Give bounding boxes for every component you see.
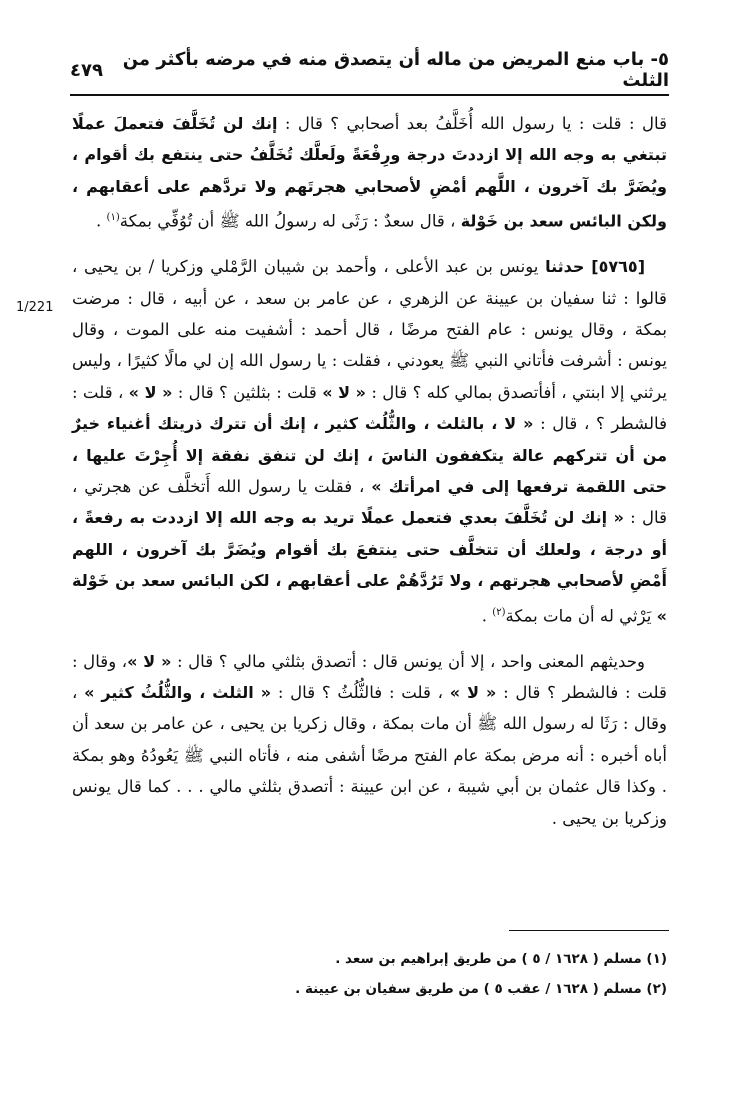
narration-text: . bbox=[481, 606, 493, 626]
narration-text: وحديثهم المعنى واحد ، إلا أن يونس قال : أتصدق بثلثي مالي ؟ قال : bbox=[171, 651, 646, 671]
narration-text: ، قلت : فالشطر ؟ ، قال : bbox=[72, 382, 668, 434]
footnote-marker: (١) bbox=[106, 212, 120, 224]
header-rule bbox=[70, 94, 669, 96]
hadith-text: « إنك لن تُخَلَّفَ بعدي فتعمل عملًا تريد به وجه الله إلا ازددت به رفعةً ، أو درجة ، ولعلك أن تتخلَّف حتى ينتفعَ بك أقوام ويُضَرَّ بك آخرون ، اللهم أَمْضِ لأصحابي هجرتهم ، ولا تَرُدَّهُمْ على أعقابهم ، لكن البائس سعد بن خَوْلة » bbox=[72, 508, 667, 626]
footnote-marker: (٢) bbox=[492, 606, 506, 618]
narration-text: يونس بن عبد الأعلى ، وأحمد بن شيبان الرَّمْلي وزكريا / بن يحيى ، قالوا : ثنا سفيان بن عيينة عن الزهري ، عن عامر بن سعد ، عن أبيه ، قال : مرضت بمكة ، وقال يونس : عام الفتح مرضًا ، قال أحمد : أشفيت منه على الموت ، وقال يونس : أشرفت فأتاني النبي ﷺ يعودني ، فقلت : يا رسول الله إن لي مالًا كثيرًا ، وليس يرثني إلا ابنتي ، أفأتصدق بمالي كله ؟ قال : bbox=[72, 257, 667, 402]
footnote: (٢) مسلم ( ١٦٢٨ / عقب ٥ ) من طريق سفيان بن عيينة . bbox=[295, 981, 667, 997]
hadith-text: « لا » bbox=[322, 382, 366, 402]
narration-text: ، قال سعدٌ : رَثَى له رسولُ الله ﷺ أن تُوُفِّي بمكة bbox=[119, 211, 461, 231]
narration-text: يَرْثي له أن مات بمكة bbox=[505, 606, 657, 626]
footnote-rule bbox=[509, 930, 669, 931]
main-text bbox=[72, 108, 667, 834]
hadith-text: « لا ، بالثلث ، والثُّلُث كثير ، إنك أن تترك ذريتك أغنياء خيرٌ من أن تتركهم عالة يتكففون الناسَ ، إنك لن تنفق نفقة إلا أُجِرْتَ عليها ، حتى اللقمة ترفعها إلى في امرأتك » bbox=[72, 414, 667, 496]
hadith-text: « الثلث ، والثُّلُثُ كثير » bbox=[84, 682, 272, 702]
hadith-text: « لا » bbox=[449, 682, 497, 702]
paragraph bbox=[72, 108, 667, 237]
footnotes bbox=[72, 944, 667, 1004]
narration-text: ، فقلت يا رسول الله أَتخلَّف عن هجرتي ، قال : bbox=[72, 477, 667, 528]
chapter-title: ٥- باب منع المريض من ماله أن يتصدق منه في مرضه بأكثر من الثلث bbox=[122, 49, 669, 91]
narration-text: ، قلت : فالثُّلُثُ ؟ قال : bbox=[271, 682, 450, 702]
narration-text: ، وقال : قلت : فالشطر ؟ قال : bbox=[72, 651, 667, 702]
page-number: ٤٧٩ bbox=[70, 59, 103, 81]
hadith-text: « لا » bbox=[127, 651, 172, 671]
hadith-text: « لا » bbox=[128, 382, 173, 402]
margin-reference: 1/221 bbox=[16, 300, 54, 315]
footnote: (١) مسلم ( ١٦٢٨ / ٥ ) من طريق إبراهيم بن سعد . bbox=[335, 951, 667, 967]
paragraph bbox=[72, 646, 667, 834]
hadith-text: إنك لن تُخَلَّفَ فتعملَ عملًا تبتغي به وجه الله إلا ازددتَ درجة ورِفْعَةً ولَعلَّك تُخَلَّفُ حتى ينتفع بك أقوام ، ويُضَرَّ بك آخرون ، اللَّهم أمْضِ لأصحابي هجرتَهم ولا تردَّهم على أعقابهم ، ولكن البائس سعد بن خَوْلة bbox=[72, 114, 667, 231]
narration-text: قال : قلت : يا رسول الله أُخَلَّفُ بعد أصحابي ؟ قال : bbox=[277, 114, 667, 133]
paragraph bbox=[72, 251, 667, 631]
narration-text: قلت : بثلثين ؟ قال : bbox=[172, 382, 323, 402]
hadith-text: [٥٧٦٥] حدثنا bbox=[545, 257, 645, 277]
page-header bbox=[70, 49, 669, 91]
narration-text: . bbox=[95, 211, 107, 231]
narration-text: ، وقال : رَثَا له رسول الله ﷺ أن مات بمكة ، وقال زكريا بن يحيى ، عن عامر بن سعد أن أباه أخبره : أنه مرض بمكة عام الفتح مرضًا أشفى منه ، فأتاه النبي ﷺ يَعُودُهُ وهو بمكة . وكذا قال عثمان بن أبي شيبة ، عن ابن عيينة : أتصدق بثلثي مالي . . . كما قال يونس وزكريا بن يحيى . bbox=[72, 682, 667, 828]
